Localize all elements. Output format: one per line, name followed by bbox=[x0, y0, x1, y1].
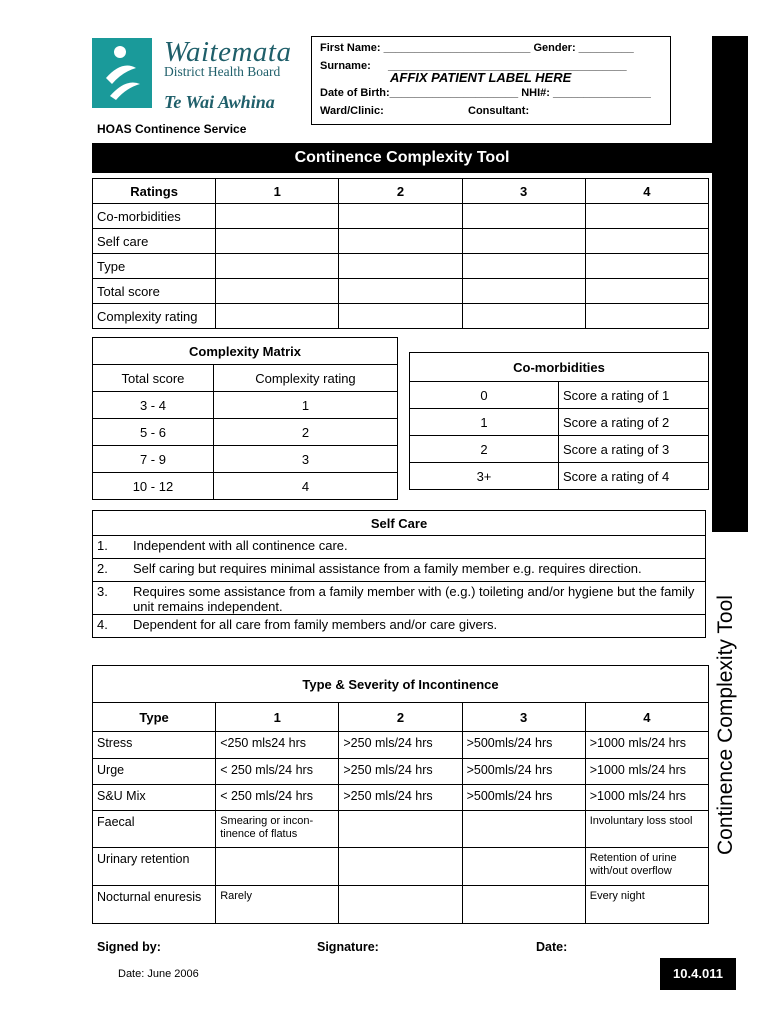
rating-cell[interactable] bbox=[585, 229, 708, 254]
logo-figure-icon bbox=[92, 38, 152, 108]
matrix-cell: 2 bbox=[213, 419, 397, 446]
matrix-cell: 1 bbox=[213, 392, 397, 419]
comorb-count: 3+ bbox=[410, 463, 559, 490]
logo-mark bbox=[92, 38, 152, 108]
ratings-row-label: Type bbox=[93, 254, 216, 279]
inc-header: 1 bbox=[216, 703, 339, 732]
incontinence-title: Type & Severity of Incontinence bbox=[93, 666, 709, 703]
ratings-row-label: Co-morbidities bbox=[93, 204, 216, 229]
inc-cell bbox=[339, 848, 462, 886]
inc-cell: <250 mls24 hrs bbox=[216, 732, 339, 759]
comorb-score: Score a rating of 3 bbox=[559, 436, 709, 463]
first-name-field[interactable]: First Name: ________________________ Gender: _________ bbox=[320, 42, 634, 54]
rating-cell[interactable] bbox=[339, 229, 462, 254]
signed-by-label: Signed by: bbox=[97, 940, 161, 954]
comorb-score: Score a rating of 4 bbox=[559, 463, 709, 490]
selfcare-num: 4. bbox=[93, 615, 130, 638]
inc-cell: >250 mls/24 hrs bbox=[339, 732, 462, 759]
ward-field[interactable]: Ward/Clinic: bbox=[320, 105, 384, 117]
inc-cell: >1000 mls/24 hrs bbox=[585, 759, 708, 785]
matrix-title: Complexity Matrix bbox=[93, 338, 398, 365]
comorb-count: 0 bbox=[410, 382, 559, 409]
rating-cell[interactable] bbox=[462, 204, 585, 229]
rating-cell[interactable] bbox=[216, 279, 339, 304]
ratings-col-3: 3 bbox=[462, 179, 585, 204]
comorbidities-title: Co-morbidities bbox=[410, 353, 709, 382]
inc-cell: >250 mls/24 hrs bbox=[339, 785, 462, 811]
matrix-header: Total score bbox=[93, 365, 214, 392]
inc-type: S&U Mix bbox=[93, 785, 216, 811]
service-name: HOAS Continence Service bbox=[97, 122, 247, 136]
inc-type: Urinary retention bbox=[93, 848, 216, 886]
inc-type: Faecal bbox=[93, 811, 216, 848]
inc-cell bbox=[462, 886, 585, 924]
vertical-title: Continence Complexity Tool bbox=[714, 595, 737, 855]
inc-cell: < 250 mls/24 hrs bbox=[216, 785, 339, 811]
affix-label-text: AFFIX PATIENT LABEL HERE bbox=[390, 70, 572, 85]
ratings-col-2: 2 bbox=[339, 179, 462, 204]
rating-cell[interactable] bbox=[462, 279, 585, 304]
ratings-row-label: Total score bbox=[93, 279, 216, 304]
rating-cell[interactable] bbox=[462, 254, 585, 279]
inc-cell: Retention of urine with/out overflow bbox=[585, 848, 708, 886]
rating-cell[interactable] bbox=[339, 279, 462, 304]
inc-cell: Rarely bbox=[216, 886, 339, 924]
selfcare-num: 3. bbox=[93, 582, 130, 615]
selfcare-table bbox=[92, 510, 706, 638]
matrix-cell: 5 - 6 bbox=[93, 419, 214, 446]
dob-field[interactable]: Date of Birth:_____________________ NHI#: ________________ bbox=[320, 87, 651, 99]
rating-cell[interactable] bbox=[216, 304, 339, 329]
logo-maori-name: Te Wai Awhina bbox=[164, 92, 275, 112]
inc-cell bbox=[462, 811, 585, 848]
matrix-cell: 7 - 9 bbox=[93, 446, 214, 473]
inc-cell: Smearing or incon-tinence of flatus bbox=[216, 811, 339, 848]
rating-cell[interactable] bbox=[339, 204, 462, 229]
comorb-score: Score a rating of 2 bbox=[559, 409, 709, 436]
inc-cell: < 250 mls/24 hrs bbox=[216, 759, 339, 785]
rating-cell[interactable] bbox=[216, 229, 339, 254]
selfcare-num: 2. bbox=[93, 559, 130, 582]
rating-cell[interactable] bbox=[339, 304, 462, 329]
comorbidities-table bbox=[409, 352, 709, 490]
inc-cell bbox=[462, 848, 585, 886]
selfcare-text: Self caring but requires minimal assistance from a family member e.g. requires direction. bbox=[129, 559, 706, 582]
rating-cell[interactable] bbox=[339, 254, 462, 279]
comorb-count: 2 bbox=[410, 436, 559, 463]
ratings-col-1: 1 bbox=[216, 179, 339, 204]
inc-cell: >500mls/24 hrs bbox=[462, 759, 585, 785]
rating-cell[interactable] bbox=[585, 279, 708, 304]
inc-cell: >1000 mls/24 hrs bbox=[585, 732, 708, 759]
selfcare-num: 1. bbox=[93, 536, 130, 559]
surname-field[interactable]: _______________________________________ bbox=[388, 60, 627, 72]
comorb-count: 1 bbox=[410, 409, 559, 436]
rating-cell[interactable] bbox=[216, 254, 339, 279]
rating-cell[interactable] bbox=[585, 204, 708, 229]
inc-header: 4 bbox=[585, 703, 708, 732]
selfcare-text: Dependent for all care from family members and/or care givers. bbox=[129, 615, 706, 638]
form-code: 10.4.011 bbox=[660, 958, 736, 990]
consultant-field[interactable]: Consultant: bbox=[468, 105, 530, 117]
rating-cell[interactable] bbox=[462, 229, 585, 254]
surname-label: Surname: bbox=[320, 60, 371, 72]
signature-label: Signature: bbox=[317, 940, 379, 954]
inc-cell: >500mls/24 hrs bbox=[462, 732, 585, 759]
selfcare-text: Requires some assistance from a family member with (e.g.) toileting and/or hygiene but the family unit remains independent. bbox=[129, 582, 706, 615]
inc-cell: >500mls/24 hrs bbox=[462, 785, 585, 811]
logo-subtitle: District Health Board bbox=[164, 64, 281, 79]
ratings-col-4: 4 bbox=[585, 179, 708, 204]
matrix-cell: 10 - 12 bbox=[93, 473, 214, 500]
page-title: Continence Complexity Tool bbox=[92, 143, 712, 173]
rating-cell[interactable] bbox=[585, 304, 708, 329]
matrix-cell: 3 bbox=[213, 446, 397, 473]
inc-header: 3 bbox=[462, 703, 585, 732]
inc-header: 2 bbox=[339, 703, 462, 732]
inc-type: Urge bbox=[93, 759, 216, 785]
inc-cell bbox=[216, 848, 339, 886]
side-black-bar bbox=[712, 36, 748, 532]
selfcare-title: Self Care bbox=[93, 511, 706, 536]
matrix-header: Complexity rating bbox=[213, 365, 397, 392]
selfcare-text: Independent with all continence care. bbox=[129, 536, 706, 559]
ratings-row-label: Self care bbox=[93, 229, 216, 254]
complexity-matrix-table bbox=[92, 337, 398, 500]
logo-title: Waitemata bbox=[164, 36, 292, 68]
form-date: Date: June 2006 bbox=[118, 968, 199, 980]
ratings-table bbox=[92, 178, 709, 329]
patient-label-box bbox=[311, 36, 671, 125]
inc-cell bbox=[339, 886, 462, 924]
date-label: Date: bbox=[536, 940, 568, 954]
inc-type: Nocturnal enuresis bbox=[93, 886, 216, 924]
inc-cell: >250 mls/24 hrs bbox=[339, 759, 462, 785]
comorb-score: Score a rating of 1 bbox=[559, 382, 709, 409]
matrix-cell: 4 bbox=[213, 473, 397, 500]
rating-cell[interactable] bbox=[585, 254, 708, 279]
ratings-header: Ratings bbox=[93, 179, 216, 204]
inc-cell: Every night bbox=[585, 886, 708, 924]
inc-cell bbox=[339, 811, 462, 848]
rating-cell[interactable] bbox=[216, 204, 339, 229]
inc-type: Stress bbox=[93, 732, 216, 759]
ratings-row-label: Complexity rating bbox=[93, 304, 216, 329]
inc-cell: >1000 mls/24 hrs bbox=[585, 785, 708, 811]
inc-cell: Involuntary loss stool bbox=[585, 811, 708, 848]
matrix-cell: 3 - 4 bbox=[93, 392, 214, 419]
incontinence-table bbox=[92, 665, 709, 924]
inc-header: Type bbox=[93, 703, 216, 732]
rating-cell[interactable] bbox=[462, 304, 585, 329]
